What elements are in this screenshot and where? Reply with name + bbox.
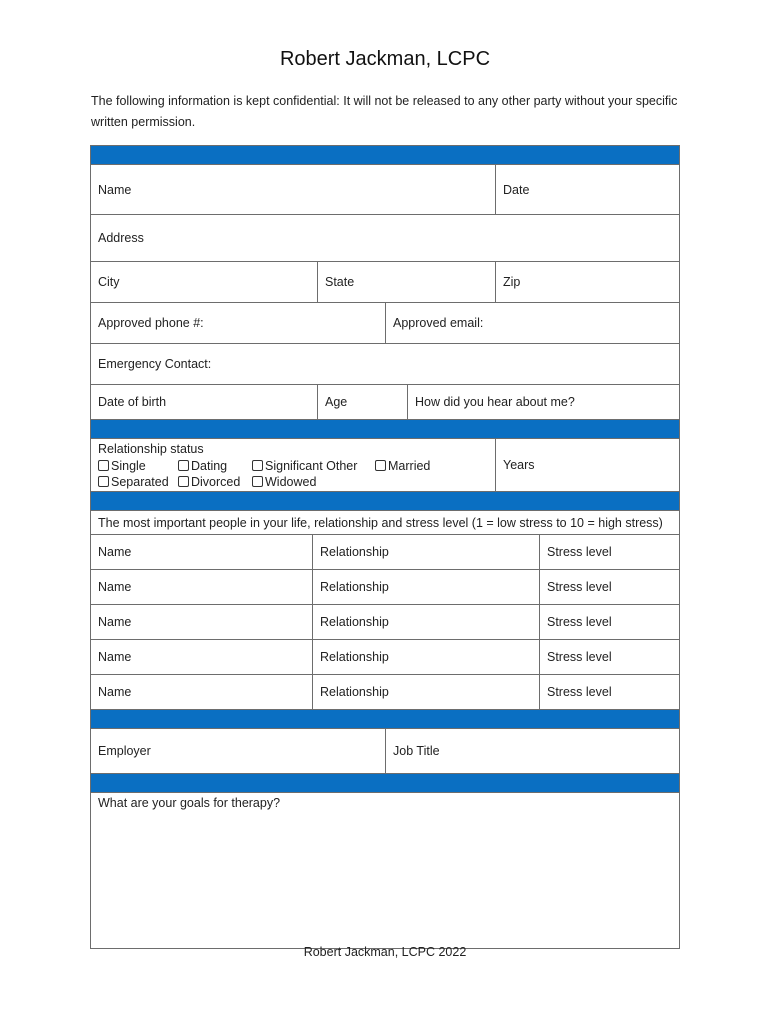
status-married-label: Married	[388, 458, 431, 473]
date-label: Date	[503, 182, 530, 197]
status-single[interactable]	[98, 458, 178, 475]
age-field[interactable]	[318, 385, 408, 419]
referral-field[interactable]	[408, 385, 679, 419]
table-row	[91, 535, 679, 570]
status-dating-label: Dating	[191, 458, 228, 473]
employer-label: Employer	[98, 744, 151, 758]
dob-label: Date of birth	[98, 395, 167, 409]
status-options-line-2	[98, 474, 488, 491]
status-widowed[interactable]	[252, 474, 316, 491]
status-significant-other-label: Significant Other	[265, 458, 358, 473]
years-field[interactable]	[496, 439, 679, 491]
intake-form	[90, 145, 680, 949]
person-stress-label: Stress level	[547, 650, 612, 664]
section-band	[91, 420, 679, 439]
state-label: State	[325, 275, 355, 289]
person-name-field[interactable]	[91, 570, 313, 604]
status-significant-other[interactable]	[252, 458, 375, 475]
person-name-field[interactable]	[91, 640, 313, 674]
checkbox-icon[interactable]	[98, 476, 109, 487]
person-name-field[interactable]	[91, 535, 313, 569]
person-stress-field[interactable]	[540, 535, 679, 569]
person-relationship-field[interactable]	[313, 605, 540, 639]
person-relationship-field[interactable]	[313, 675, 540, 709]
section-band	[91, 710, 679, 729]
contact-row	[91, 303, 679, 344]
relationship-status-label: Relationship status	[98, 442, 204, 456]
checkbox-icon[interactable]	[375, 460, 386, 471]
status-divorced-label: Divorced	[191, 475, 241, 489]
section-band	[91, 492, 679, 511]
address-label: Address	[98, 231, 144, 245]
zip-field[interactable]	[496, 262, 679, 302]
date-field[interactable]	[496, 165, 679, 214]
status-single-label: Single	[111, 458, 146, 473]
page-footer: Robert Jackman, LCPC 2022	[303, 945, 467, 959]
people-header-row	[91, 511, 679, 535]
emergency-row	[91, 344, 679, 385]
status-separated[interactable]	[98, 474, 178, 491]
table-row	[91, 640, 679, 675]
checkbox-icon[interactable]	[178, 476, 189, 487]
person-stress-label: Stress level	[547, 685, 612, 699]
person-stress-field[interactable]	[540, 640, 679, 674]
goals-label: What are your goals for therapy?	[98, 796, 281, 810]
person-name-label: Name	[98, 615, 132, 629]
zip-label: Zip	[503, 275, 521, 289]
person-name-label: Name	[98, 580, 132, 594]
table-row	[91, 605, 679, 640]
table-row	[91, 675, 679, 710]
phone-label: Approved phone #:	[98, 316, 204, 330]
dob-field[interactable]	[91, 385, 318, 419]
status-divorced[interactable]	[178, 474, 252, 491]
person-relationship-label: Relationship	[320, 580, 389, 594]
state-field[interactable]	[318, 262, 496, 302]
person-stress-field[interactable]	[540, 605, 679, 639]
address-field[interactable]	[91, 215, 679, 261]
person-name-label: Name	[98, 545, 132, 559]
status-widowed-label: Widowed	[265, 475, 317, 489]
name-label: Name	[98, 182, 132, 197]
emergency-contact-field[interactable]	[91, 344, 679, 384]
employment-row	[91, 729, 679, 774]
status-dating[interactable]	[178, 458, 252, 475]
email-field[interactable]	[386, 303, 679, 343]
person-name-label: Name	[98, 685, 132, 699]
emergency-contact-label: Emergency Contact:	[98, 357, 212, 371]
status-married[interactable]	[375, 458, 430, 475]
checkbox-icon[interactable]	[98, 460, 109, 471]
relationship-row	[91, 439, 679, 492]
employer-field[interactable]	[91, 729, 386, 773]
table-row	[91, 570, 679, 605]
status-options-line-1	[98, 458, 488, 475]
city-label: City	[98, 275, 120, 289]
person-name-field[interactable]	[91, 675, 313, 709]
person-stress-label: Stress level	[547, 580, 612, 594]
confidentiality-notice: The following information is kept confidential: It will not be released to any other party without your specific written permission.	[91, 94, 678, 129]
person-relationship-field[interactable]	[313, 535, 540, 569]
city-row	[91, 262, 679, 303]
person-stress-field[interactable]	[540, 675, 679, 709]
person-stress-label: Stress level	[547, 545, 612, 559]
page-title: Robert Jackman, LCPC	[279, 48, 491, 70]
checkbox-icon[interactable]	[252, 460, 263, 471]
checkbox-icon[interactable]	[252, 476, 263, 487]
phone-field[interactable]	[91, 303, 386, 343]
relationship-status-field	[91, 439, 496, 491]
name-field[interactable]	[91, 165, 496, 214]
goals-row	[91, 793, 679, 948]
section-band	[91, 774, 679, 793]
person-stress-field[interactable]	[540, 570, 679, 604]
address-row	[91, 215, 679, 262]
person-relationship-label: Relationship	[320, 615, 389, 629]
person-stress-label: Stress level	[547, 615, 612, 629]
status-separated-label: Separated	[111, 475, 169, 489]
dob-row	[91, 385, 679, 420]
checkbox-icon[interactable]	[178, 460, 189, 471]
referral-label: How did you hear about me?	[415, 395, 575, 409]
person-name-label: Name	[98, 650, 132, 664]
job-title-label: Job Title	[393, 744, 440, 758]
section-band	[91, 146, 679, 165]
goals-field[interactable]	[91, 793, 679, 948]
person-relationship-label: Relationship	[320, 650, 389, 664]
years-label: Years	[503, 458, 535, 472]
job-title-field[interactable]	[386, 729, 679, 773]
person-relationship-label: Relationship	[320, 685, 389, 699]
name-row	[91, 165, 679, 215]
people-header-text: The most important people in your life, relationship and stress level (1 = low stress to 10 = high stress)	[98, 515, 663, 530]
person-relationship-field[interactable]	[313, 640, 540, 674]
people-header	[91, 511, 679, 534]
person-name-field[interactable]	[91, 605, 313, 639]
city-field[interactable]	[91, 262, 318, 302]
age-label: Age	[325, 395, 348, 409]
person-relationship-field[interactable]	[313, 570, 540, 604]
email-label: Approved email:	[393, 316, 484, 330]
person-relationship-label: Relationship	[320, 545, 389, 559]
